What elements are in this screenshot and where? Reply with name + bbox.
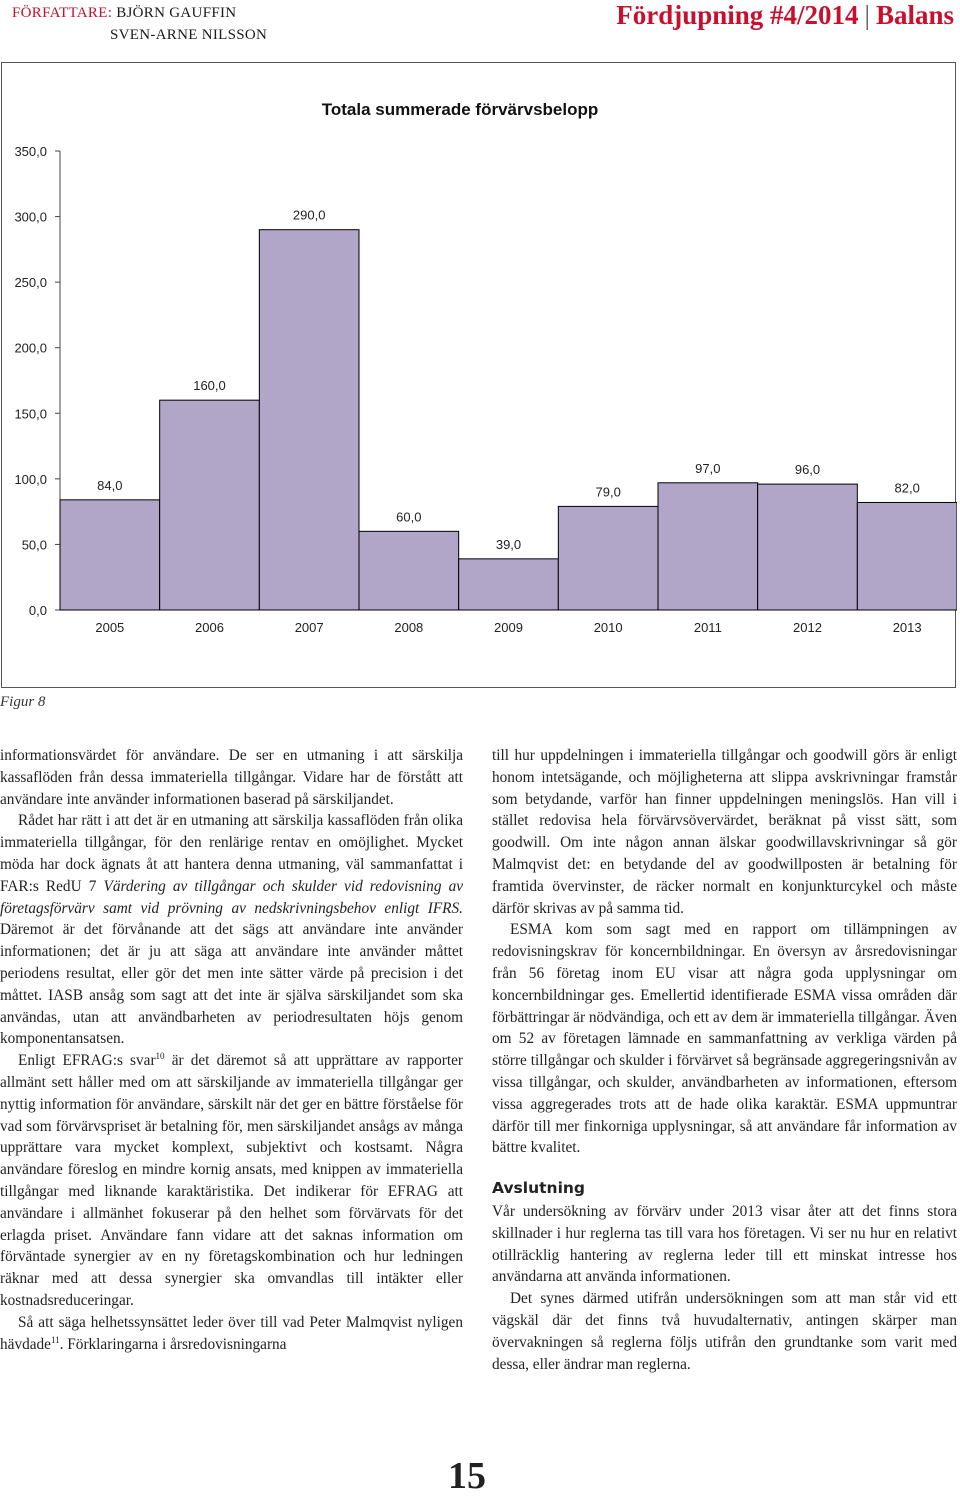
left-paragraph-4 xyxy=(0,1312,463,1356)
right-column xyxy=(492,745,957,1375)
left-paragraph-2 xyxy=(0,810,463,1050)
right-paragraph-3: Vår undersökning av förvärv under 2013 visar åter att det finns stora skillnader i hur reglerna tas till vara hos företagen. Vi ser nu hur en relativt otillräcklig hantering av reglerna leder till ett minskat intresse hos användarna att använda informationen. xyxy=(492,1202,957,1286)
bar-value-label: 82,0 xyxy=(894,480,920,496)
bar-value-label: 84,0 xyxy=(97,477,123,493)
bar xyxy=(160,400,260,610)
author-byline xyxy=(12,2,267,46)
x-tick-label: 2010 xyxy=(593,620,623,635)
y-tick-label: 350,0 xyxy=(14,144,47,159)
y-tick-label: 200,0 xyxy=(14,340,47,356)
page-number: 15 xyxy=(448,1455,486,1497)
bar-value-label: 97,0 xyxy=(695,460,721,476)
bar-value-label: 39,0 xyxy=(495,536,522,552)
bar xyxy=(60,500,160,610)
bar xyxy=(259,230,359,610)
left-paragraph-3 xyxy=(0,1050,463,1312)
series-title: Fördjupning xyxy=(616,0,764,30)
section-heading: Avslutning xyxy=(492,1179,586,1198)
x-tick-label: 2007 xyxy=(294,620,324,635)
author-name-1: BJÖRN GAUFFIN xyxy=(116,5,237,21)
running-header xyxy=(616,0,954,31)
x-tick-label: 2006 xyxy=(195,620,224,635)
y-tick-label: 300,0 xyxy=(14,209,47,225)
left-paragraph-4-text-a: Så att säga helhetssynsättet leder över till vad Peter Malmqvist nyligen hävdade xyxy=(0,1313,463,1353)
y-tick-label: 150,0 xyxy=(14,406,47,422)
magazine-name: Balans xyxy=(875,0,954,30)
bar xyxy=(658,483,758,610)
x-tick-label: 2009 xyxy=(494,620,523,635)
issue-number: #4/2014 xyxy=(770,0,859,30)
x-tick-label: 2011 xyxy=(693,620,722,635)
bar-value-label: 290,0 xyxy=(292,207,326,223)
authors-label: FÖRFATTARE: xyxy=(12,5,113,21)
y-tick-label: 100,0 xyxy=(14,471,47,487)
bar xyxy=(359,531,459,610)
figure-caption: Figur 8 xyxy=(0,694,46,710)
bar xyxy=(558,506,658,610)
left-paragraph-3-text-b: är det däremot så att upprättare av rapporter allmänt sett håller med om att särskiljande av immateriella tillgångar ger nyttig information för användare, särskilt när det ger en bättre förståelse för vad som förvärvspriset är betalning för, men särskiljandet ansågs av många upprättare vara mycket komplext, subjektivt och kostsamt. Några användare föreslog en mindre kornig ansats, med knippen av immateriella tillgångar med liknande karaktäristika. Det indikerar för EFRAG att användare i allmänhet fokuserar på den helhet som förvärvats för det erlagda priset. Användare fann vidare att det saknas information om förväntade synergier av en ny företagskombination och hur ledningen räknar med att dessa synergier ska omvandlas till intäkter eller kostnadsreduceringar. xyxy=(0,1052,463,1309)
y-tick-label: 250,0 xyxy=(14,275,47,291)
bar xyxy=(857,502,957,610)
header-separator: | xyxy=(864,0,870,30)
footnote-ref-10: 10 xyxy=(155,1051,165,1062)
left-paragraph-1: informationsvärdet för användare. De ser en utmaning i att särskilja kassaflöden från dessa immateriella tillgångar. Vidare har de förstått att användare inte använder informationen baserad på särskiljandet. xyxy=(0,747,463,808)
right-paragraph-2: ESMA kom som sagt med en rapport om tillämpningen av redovisningskrav för koncernbildningar. En översyn av årsredovisningar från 56 företag inom EU visar att några goda upplysningar om koncernbildningar ges. Emellertid identifierade ESMA vissa områden där förbättringar är nödvändiga, och ett av dem är immateriella tillgångar. Även om 52 av företagen lämnade en sammanfattning av verkliga värden på större tillgångar och skulder i förvärvet så begränsade aggregeringsnivån av vissa tillgångar, och skulder, användbarheten av informationen, eftersom vissa aggregerades trots att de hade olika karaktär. ESMA uppmuntrar därför till mer finkorniga upplysningar, så att användare får information av bättre kvalitet. xyxy=(492,921,957,1157)
right-paragraph-4: Det synes därmed utifrån undersökningen som att man står vid ett vägskäl där det finns två huvudalternativ, antingen skärper man övervakningen så reglerna följs utifrån den grundtanke som varit med dessa, eller ändrar man reglerna. xyxy=(492,1290,957,1373)
bar-value-label: 79,0 xyxy=(595,484,621,500)
bar-value-label: 96,0 xyxy=(794,462,821,478)
bar xyxy=(459,559,559,610)
x-tick-label: 2008 xyxy=(394,620,424,635)
footnote-ref-11: 11 xyxy=(50,1334,60,1345)
x-tick-label: 2013 xyxy=(892,620,922,635)
y-tick-label: 0,0 xyxy=(28,603,47,618)
bar-value-label: 160,0 xyxy=(193,378,226,394)
left-paragraph-3-text-a: Enligt EFRAG:s svar xyxy=(18,1052,156,1070)
left-column xyxy=(0,745,463,1355)
x-tick-label: 2012 xyxy=(793,620,822,635)
bar xyxy=(758,484,858,610)
left-paragraph-2-text-a: Rådet har rätt i att det är en utmaning att särskilja kassaflöden från olika immateriella tillgångar, för den renlärige rentav en omöjlighet. Mycket möda har dock ägnats åt att hantera denna utmaning, väl sammanfattat i FAR:s RedU 7 xyxy=(0,812,463,895)
chart-frame xyxy=(1,62,956,688)
bar-chart xyxy=(2,63,957,689)
right-paragraph-1: till hur uppdelningen i immateriella tillgångar och goodwill görs är enligt honom intetsägande, och möjligheterna att slippa avskrivningar framstår som betydande, varför han finner uppdelningen meningslös. Han vill i stället redovisa hela förvärvsövervärdet, beräknat på visst sätt, som goodwill. Om inte någon annan älskar goodwillavskrivningar så gör Malmqvist det: en betydande del av goodwillposten är betalning för framtida övervinster, de räcker normalt en konjunkturcykel och måste därför skrivas av på samma tid. xyxy=(492,747,957,917)
author-name-2: SVEN-ARNE NILSSON xyxy=(110,27,268,43)
left-paragraph-2-italic: Värdering av tillgångar och skulder vid redovisning av företagsförvärv samt vid prövning av nedskrivningsbehov enligt IFRS. xyxy=(0,877,464,917)
x-tick-label: 2005 xyxy=(95,620,125,635)
left-paragraph-2-text-b: Däremot är det förvånande att det sägs att användare inte använder informationen; det är ju att säga att användare inte använder måttet periodens resultat, eller gör det men inte sätter värde på precision i det måttet. IASB ansåg som sagt att det inte är själva särskiljandet som ska användas, utan att användbarheten av periodresultaten höjs genom komponentansatsen. xyxy=(0,921,463,1048)
y-tick-label: 50,0 xyxy=(21,537,47,553)
bar-value-label: 60,0 xyxy=(396,509,422,525)
left-paragraph-4-text-b: . Förklaringarna i årsredovisningarna xyxy=(59,1335,287,1353)
chart-title: Totala summerade förvärvsbelopp xyxy=(321,100,599,119)
